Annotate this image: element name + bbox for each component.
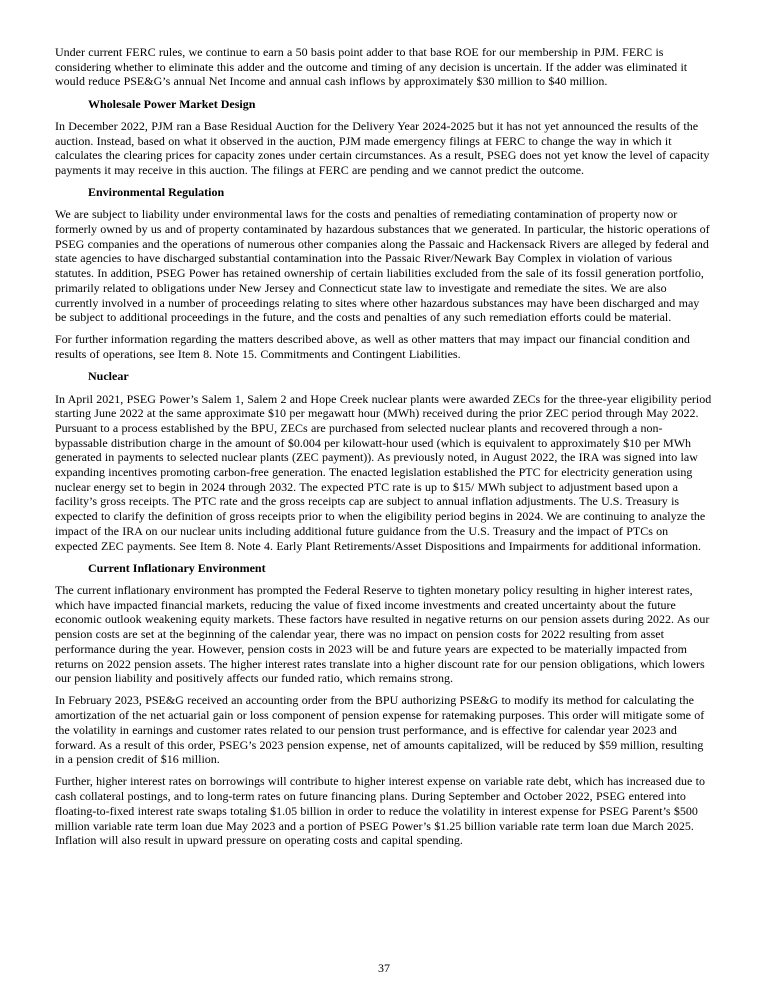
paragraph-ferc-roe-adder: Under current FERC rules, we continue to earn a 50 basis point adder to that base ROE for our membership in PJM. FERC is considering whether to eliminate this adder and the outcome and timing of any decision is uncertain. If the adder was eliminated it would reduce PSE&G’s annual Net Income and annual cash inflows by approximately $30 million to $40 million.	[55, 45, 688, 89]
paragraph-bpu-accounting-order: In February 2023, PSE&G received an accounting order from the BPU authorizing PSE&G to modify its method for calculating the amortization of the net actuarial gain or loss component of pension expense for ratemaking purposes. This order will mitigate some of the volatility in earnings and customer rates related to our pension trust performance, and is effective for calendar year 2023 and forward. As a result of this order, PSEG’s 2023 pension expense, net of amounts capitalized, will be reduced by $59 million, resulting in a pension credit of $16 million.	[55, 693, 705, 767]
paragraph-pjm-base-residual-auction: In December 2022, PJM ran a Base Residual Auction for the Delivery Year 2024-2025 but it has not yet announced the results of the auction. Instead, based on what it observed in the auction, PJM made emergency filings at FERC to change the way in which it calculates the clearing prices for capacity zones under certain circumstances. As a result, PSEG does not yet know the level of capacity payments it may receive in this auction. The filings at FERC are pending and we cannot predict the outcome.	[55, 118, 710, 177]
heading-nuclear: Nuclear	[88, 369, 129, 384]
paragraph-interest-rate-swaps: Further, higher interest rates on borrowings will contribute to higher interest expense on variable rate debt, which has increased due to cash collateral postings, and to long-term rates on future financing plans. During September and October 2022, PSEG entered into floating-to-fixed interest rate swaps totaling $1.05 billion in order to reduce the volatility in interest expense for PSEG Parent’s $500 million variable rate term loan due May 2023 and a portion of PSEG Power’s $1.25 billion variable rate term loan due March 2025. Inflation will also result in upward pressure on operating costs and capital spending.	[55, 774, 705, 848]
page-number: 37	[378, 961, 390, 975]
paragraph-further-information-note-15: For further information regarding the matters described above, as well as other matters that may impact our financial condition and results of operations, see Item 8. Note 15. Commitments and Contingent Liabilities.	[55, 332, 690, 362]
paragraph-nuclear-zec-ptc: In April 2021, PSEG Power’s Salem 1, Salem 2 and Hope Creek nuclear plants were awarded ZECs for the three-year eligibility period starting June 2022 at the same approximate $10 per megawatt hour (MWh) received during the prior ZEC period through May 2022. Pursuant to a process established by the BPU, ZECs are purchased from selected nuclear plants and recovered through a non-bypassable distribution charge in the amount of $0.004 per kilowatt-hour used (which is equivalent to approximately $10 per MWh generated in payments to selected nuclear plants (ZEC payment)). As previously noted, in August 2022, the IRA was signed into law expanding incentives promoting carbon-free generation. The enacted legislation established the PTC for electricity generation using nuclear energy set to begin in 2024 through 2032. The expected PTC rate is up to $15/ MWh subject to adjustment based upon a facility’s gross receipts. The PTC rate and the gross receipts cap are subject to annual inflation adjustments. The U.S. Treasury is expected to clarify the definition of gross receipts prior to when the eligibility period begins in 2024. We are continuing to analyze the impact of the IRA on our nuclear units including additional future guidance from the U.S. Treasury and the impact of PTCs on expected ZEC payments. See Item 8. Note 4. Early Plant Retirements/Asset Dispositions and Impairments for additional information.	[55, 391, 712, 553]
paragraph-inflation-pension-assets: The current inflationary environment has prompted the Federal Reserve to tighten monetary policy resulting in higher interest rates, which have impacted financial markets, reducing the value of fixed income investments and created uncertainty about the future economic outlook weakening equity markets. These factors have resulted in negative returns on our pension assets during 2022. As our pension costs are set at the beginning of the calendar year, there was no impact on pension costs for 2022 resulting from asset performance during the year. However, pension costs in 2023 will be and future years are expected to be materially impacted from returns on 2022 pension assets. The higher interest rates translate into a higher discount rate for our pension obligations, which lowers our pension liability and positively affects our funded ratio, which remains strong.	[55, 583, 710, 686]
heading-environmental-regulation: Environmental Regulation	[88, 185, 225, 200]
heading-wholesale-power-market-design: Wholesale Power Market Design	[88, 96, 256, 111]
paragraph-environmental-liability: We are subject to liability under environmental laws for the costs and penalties of remediating contamination of property now or formerly owned by us and of property contaminated by hazardous substances that we generated. In particular, the historic operations of PSEG companies and the operations of numerous other companies along the Passaic and Hackensack Rivers are alleged by federal and state agencies to have discharged substantial contamination into the Passaic River/Newark Bay Complex in violation of various statutes. In addition, PSEG Power has retained ownership of certain liabilities excluded from the sale of its fossil generation portfolio, primarily related to obligations under New Jersey and Connecticut state law to investigate and remediate the sites. We are also currently involved in a number of proceedings relating to sites where other hazardous substances may have been discharged and may be subject to additional proceedings in the future, and the costs and penalties of any such remediation efforts could be material.	[55, 207, 710, 325]
heading-current-inflationary-environment: Current Inflationary Environment	[88, 560, 266, 575]
